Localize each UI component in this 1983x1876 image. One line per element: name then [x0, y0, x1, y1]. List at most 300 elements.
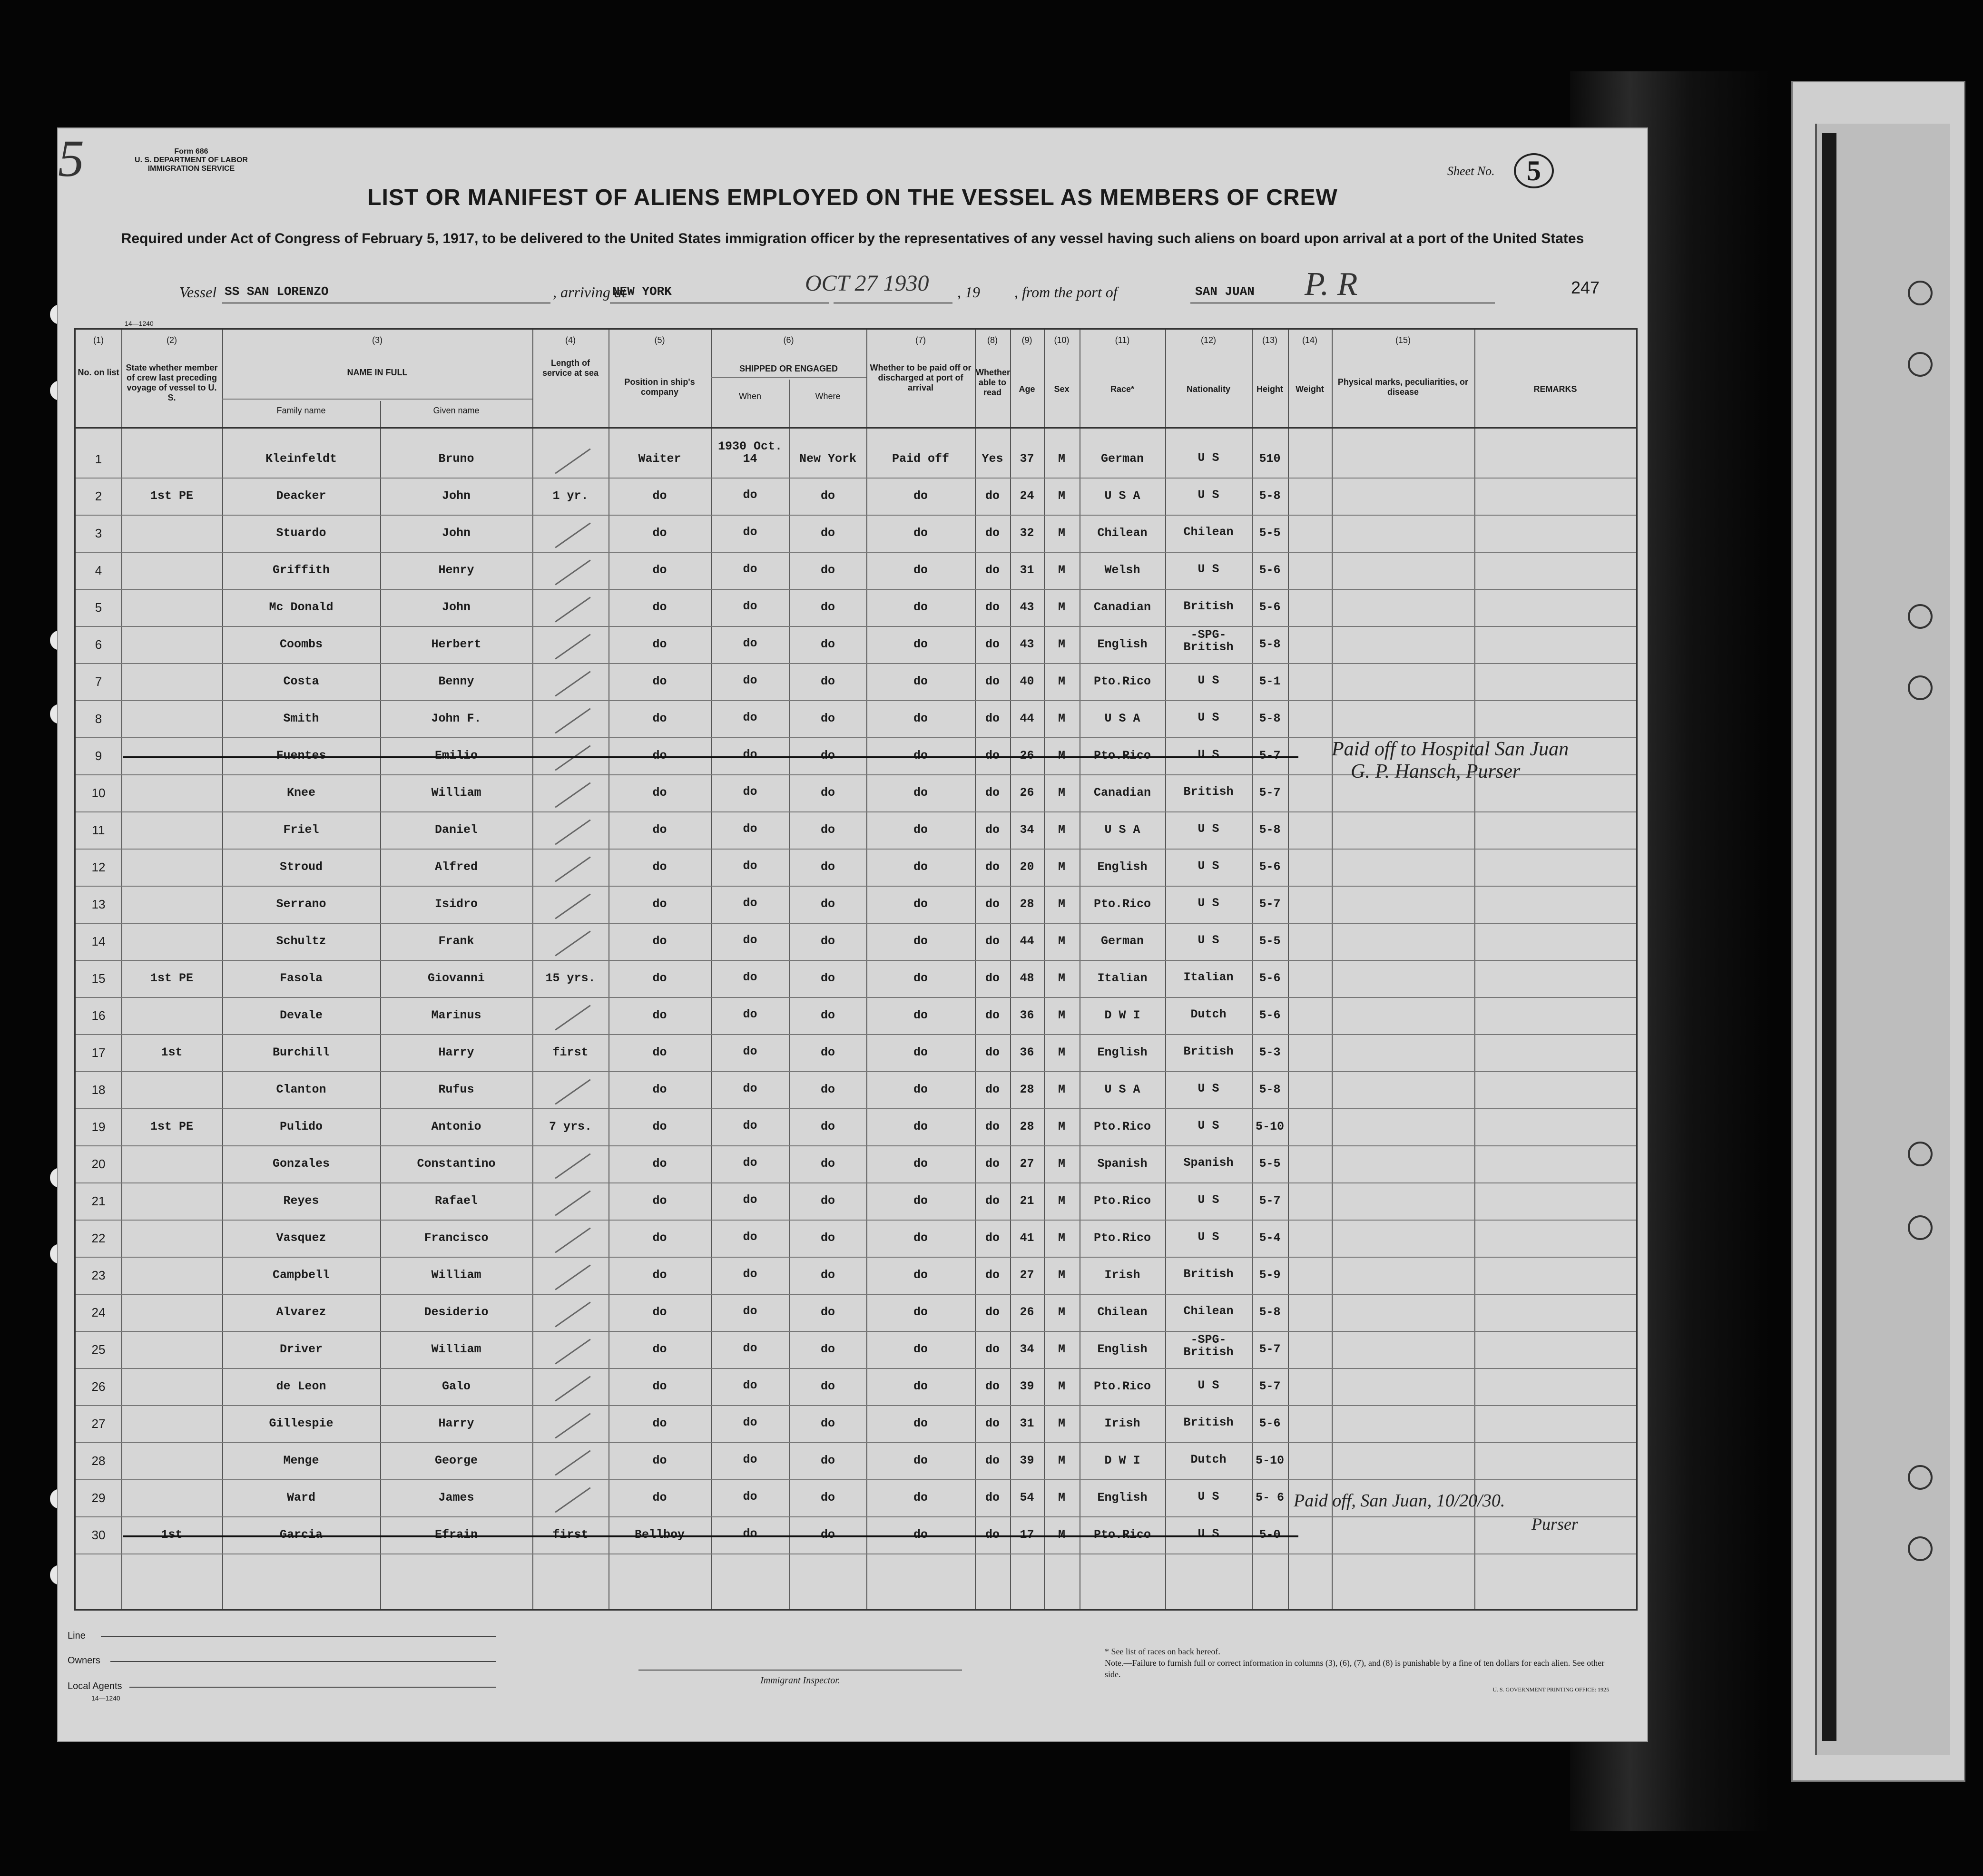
cell-prev: 1st — [161, 1045, 183, 1059]
cell-prev: 1st PE — [150, 971, 193, 985]
when-header: When — [738, 391, 762, 401]
col9-number: (9) — [1021, 335, 1032, 345]
cell-family: Driver — [279, 1342, 323, 1356]
cell-given: Alfred — [434, 860, 478, 874]
cell-read: do — [985, 1008, 1000, 1022]
vessel-underline — [222, 285, 550, 303]
check-mark — [555, 708, 590, 733]
cell-given: Herbert — [431, 637, 481, 651]
cell-read: do — [985, 1045, 1000, 1059]
from-port-handwritten: P. R — [1305, 266, 1358, 303]
cell-no: 14 — [91, 934, 106, 948]
remark-row30-line1: Paid off, San Juan, 10/20/30. — [1294, 1491, 1505, 1511]
row-divider — [76, 1405, 1636, 1406]
cell-nationality: U S — [1198, 896, 1219, 910]
col15-number: (15) — [1395, 335, 1411, 345]
page-title: LIST OR MANIFEST OF ALIENS EMPLOYED ON THE VESSEL AS MEMBERS OF CREW — [367, 185, 1338, 210]
cell-where: do — [820, 563, 835, 577]
check-mark — [555, 671, 590, 696]
cell-paid: do — [913, 1231, 928, 1245]
inspector-line — [638, 1670, 962, 1671]
remark-row30-line2: Purser — [1531, 1514, 1578, 1534]
cell-family: Pulido — [279, 1120, 323, 1133]
cell-race: Pto.Rico — [1093, 1379, 1151, 1393]
cell-height: 5-8 — [1259, 489, 1281, 503]
cell-family: Vasquez — [276, 1231, 326, 1245]
binder-hole — [1908, 281, 1933, 305]
cell-where: do — [820, 1008, 835, 1022]
cell-age: 31 — [1020, 1417, 1034, 1430]
cell-read: do — [985, 1305, 1000, 1319]
page-number: 247 — [1571, 278, 1600, 297]
cell-where: do — [820, 971, 835, 985]
cell-no: 9 — [95, 749, 102, 763]
row-divider — [76, 1368, 1636, 1369]
voyage-info — [58, 266, 1647, 308]
cell-paid: do — [913, 637, 928, 651]
cell-paid: do — [913, 489, 928, 503]
cell-given: John F. — [431, 712, 481, 725]
cell-read: do — [985, 823, 1000, 837]
cell-when: do — [743, 525, 757, 539]
cell-height: 5-6 — [1259, 600, 1281, 614]
cell-position: do — [652, 786, 667, 800]
cell-sex: M — [1058, 786, 1065, 800]
col4-number: (4) — [565, 335, 576, 345]
cell-sex: M — [1058, 860, 1065, 874]
cell-where: do — [820, 786, 835, 800]
col2-number: (2) — [167, 335, 177, 345]
check-mark — [555, 1153, 590, 1179]
cell-where: do — [820, 712, 835, 725]
cell-read: do — [985, 1379, 1000, 1393]
cell-family: Devale — [279, 1008, 323, 1022]
cell-race: Irish — [1104, 1268, 1140, 1282]
cell-race: English — [1097, 1342, 1148, 1356]
cell-age: 34 — [1020, 1342, 1034, 1356]
cell-height: 5-7 — [1259, 786, 1281, 800]
cell-race: D W I — [1104, 1454, 1140, 1467]
cell-given: Giovanni — [427, 971, 485, 985]
cell-family: Smith — [283, 712, 319, 725]
cell-height: 5-6 — [1259, 860, 1281, 874]
cell-sex: M — [1058, 1342, 1065, 1356]
cell-given: Frank — [438, 934, 474, 948]
cell-when: do — [743, 859, 757, 873]
arriving-underline — [610, 285, 829, 303]
row-divider — [76, 515, 1636, 516]
cell-given: Daniel — [434, 823, 478, 837]
cell-nationality: -SPG- British — [1183, 628, 1234, 654]
remark-row9-line2: G. P. Hansch, Purser — [1351, 761, 1521, 782]
owners-label: Owners — [68, 1655, 100, 1666]
cell-no: 11 — [92, 823, 105, 837]
cell-race: Pto.Rico — [1093, 749, 1151, 762]
cell-when: do — [743, 636, 757, 650]
cell-when: do — [743, 933, 757, 947]
cell-where: do — [820, 1231, 835, 1245]
cell-read: do — [985, 1417, 1000, 1430]
cell-no: 29 — [91, 1491, 106, 1505]
binder-spine — [1822, 133, 1836, 1741]
cell-given: Marinus — [431, 1008, 481, 1022]
cell-nationality: U S — [1198, 1193, 1219, 1207]
cell-position: do — [652, 1268, 667, 1282]
row-divider — [76, 1220, 1636, 1221]
row-divider — [76, 1257, 1636, 1258]
cell-when: do — [743, 1007, 757, 1021]
check-mark — [555, 1079, 590, 1104]
agents-code: 14—1240 — [91, 1694, 120, 1702]
cell-when: do — [743, 1082, 757, 1095]
col5-number: (5) — [654, 335, 665, 345]
cell-nationality: Spanish — [1183, 1156, 1234, 1170]
cell-nationality: U S — [1198, 1527, 1219, 1541]
cell-height: 5-8 — [1259, 637, 1281, 651]
cell-position: do — [652, 1491, 667, 1505]
cell-race: Pto.Rico — [1093, 1231, 1151, 1245]
cell-when: do — [743, 1341, 757, 1355]
col6-header: SHIPPED OR ENGAGED — [739, 364, 838, 373]
cell-sex: M — [1058, 1268, 1065, 1282]
cell-family: Fuentes — [276, 749, 326, 762]
cell-given: Harry — [438, 1045, 474, 1059]
cell-read: do — [985, 712, 1000, 725]
cell-where: do — [820, 1194, 835, 1208]
cell-paid: do — [913, 786, 928, 800]
cell-paid: do — [913, 897, 928, 911]
cell-age: 28 — [1020, 1083, 1034, 1096]
cell-when: do — [743, 785, 757, 799]
cell-nationality: U S — [1198, 451, 1219, 465]
col12-number: (12) — [1200, 335, 1216, 345]
cell-no: 16 — [91, 1008, 106, 1023]
cell-position: do — [652, 712, 667, 725]
cell-race: Chilean — [1097, 1305, 1148, 1319]
cell-service: first — [552, 1528, 589, 1542]
cell-where: do — [820, 674, 835, 688]
cell-family: Costa — [283, 674, 319, 688]
cell-race: German — [1100, 934, 1144, 948]
cell-position: do — [652, 823, 667, 837]
sheet-label: Sheet No. — [1447, 164, 1495, 178]
cell-family: Fasola — [279, 971, 323, 985]
cell-service: 1 yr. — [552, 489, 589, 503]
cell-when: do — [743, 711, 757, 724]
row-divider — [76, 960, 1636, 961]
cell-no: 10 — [91, 786, 106, 800]
cell-no: 23 — [91, 1268, 106, 1282]
remarks-header: REMARKS — [1533, 384, 1577, 394]
check-mark — [555, 930, 590, 956]
cell-where: do — [820, 1454, 835, 1467]
cell-age: 24 — [1020, 489, 1034, 503]
binder-hole — [1908, 352, 1933, 377]
cell-height: 5-3 — [1259, 1045, 1281, 1059]
cell-nationality: Dutch — [1190, 1007, 1227, 1021]
cell-where: do — [820, 860, 835, 874]
cell-where: do — [820, 1491, 835, 1505]
cell-age: 44 — [1020, 712, 1034, 725]
cell-paid: do — [913, 1008, 928, 1022]
cell-when: do — [743, 1453, 757, 1466]
cell-age: 44 — [1020, 934, 1034, 948]
check-mark — [555, 1339, 590, 1364]
cell-read: Yes — [982, 452, 1003, 466]
cell-when: do — [743, 674, 757, 687]
cell-age: 41 — [1020, 1231, 1034, 1245]
cell-position: do — [652, 1342, 667, 1356]
col12-header: Nationality — [1186, 384, 1230, 394]
cell-read: do — [985, 971, 1000, 985]
cell-no: 5 — [95, 600, 102, 615]
row-divider — [76, 886, 1636, 887]
cell-family: Kleinfeldt — [265, 452, 337, 466]
cell-age: 54 — [1020, 1491, 1034, 1505]
row-divider — [76, 552, 1636, 553]
cell-given: James — [438, 1491, 474, 1505]
cell-read: do — [985, 1491, 1000, 1505]
cell-read: do — [985, 1194, 1000, 1208]
cell-sex: M — [1058, 563, 1065, 577]
check-mark — [555, 1487, 590, 1513]
vessel-name: SS SAN LORENZO — [225, 284, 329, 299]
cell-sex: M — [1058, 1417, 1065, 1430]
cell-no: 19 — [91, 1120, 106, 1134]
cell-prev: 1st PE — [150, 489, 193, 503]
cell-where: do — [820, 1120, 835, 1133]
cell-paid: do — [913, 1268, 928, 1282]
cell-when: do — [743, 1416, 757, 1429]
cell-age: 32 — [1020, 526, 1034, 540]
cell-age: 17 — [1020, 1528, 1034, 1542]
department-name: U. S. DEPARTMENT OF LABOR — [135, 156, 248, 164]
cell-family: Alvarez — [276, 1305, 326, 1319]
cell-position: do — [652, 897, 667, 911]
col9-header: Age — [1019, 384, 1035, 394]
cell-given: William — [431, 1342, 481, 1356]
year-label: , 19 — [957, 283, 980, 301]
agents-field — [129, 1687, 496, 1688]
row-divider — [76, 849, 1636, 850]
cell-paid: do — [913, 712, 928, 725]
cell-position: Waiter — [638, 452, 681, 466]
cell-read: do — [985, 1231, 1000, 1245]
cell-where: do — [820, 1379, 835, 1393]
cell-paid: do — [913, 563, 928, 577]
cell-age: 20 — [1020, 860, 1034, 874]
cell-position: Bellboy — [634, 1528, 685, 1542]
cell-no: 25 — [91, 1342, 106, 1357]
check-mark — [555, 1376, 590, 1401]
cell-read: do — [985, 1268, 1000, 1282]
cell-nationality: -SPG- British — [1183, 1333, 1234, 1359]
col11-header: Race* — [1110, 384, 1135, 394]
row-divider — [76, 1294, 1636, 1295]
cell-position: do — [652, 1120, 667, 1133]
row-divider — [76, 663, 1636, 664]
cell-where: do — [820, 1157, 835, 1171]
cell-where: do — [820, 749, 835, 762]
col8-number: (8) — [987, 335, 998, 345]
cell-family: Campbell — [272, 1268, 330, 1282]
col6-number: (6) — [783, 335, 794, 345]
cell-no: 18 — [91, 1083, 106, 1097]
cell-paid: do — [913, 1083, 928, 1096]
cell-position: do — [652, 1083, 667, 1096]
strike-through-line — [123, 756, 1298, 758]
cell-given: Francisco — [424, 1231, 489, 1245]
cell-nationality: U S — [1198, 488, 1219, 502]
cell-family: Burchill — [272, 1045, 330, 1059]
cell-no: 1 — [95, 452, 102, 466]
arrival-date: OCT 27 1930 — [805, 271, 929, 296]
from-port-underline — [1190, 285, 1495, 303]
cell-family: Gillespie — [269, 1417, 334, 1430]
cell-family: Stroud — [279, 860, 323, 874]
cell-family: Ward — [286, 1491, 315, 1505]
cell-position: do — [652, 1417, 667, 1430]
cell-when: do — [743, 1304, 757, 1318]
cell-age: 28 — [1020, 1120, 1034, 1133]
cell-paid: do — [913, 1120, 928, 1133]
cell-family: Stuardo — [276, 526, 326, 540]
check-mark — [555, 819, 590, 845]
cell-race: U S A — [1104, 489, 1140, 503]
cell-nationality: Dutch — [1190, 1453, 1227, 1466]
cell-age: 48 — [1020, 971, 1034, 985]
cell-height: 5-7 — [1259, 1342, 1281, 1356]
footnote-races: * See list of races on back hereof. — [1105, 1647, 1220, 1656]
cell-sex: M — [1058, 1379, 1065, 1393]
cell-position: do — [652, 1008, 667, 1022]
row-divider — [76, 923, 1636, 924]
cell-race: Pto.Rico — [1093, 897, 1151, 911]
cell-nationality: British — [1183, 1045, 1234, 1058]
row-divider — [76, 700, 1636, 701]
row-divider — [76, 1145, 1636, 1146]
cell-height: 5-8 — [1259, 1305, 1281, 1319]
cell-height: 5-6 — [1259, 563, 1281, 577]
cell-nationality: U S — [1198, 859, 1219, 873]
cell-family: Coombs — [279, 637, 323, 651]
cell-height: 5-0 — [1259, 1528, 1281, 1542]
cell-when: do — [743, 822, 757, 836]
sheet-number: 5 — [1514, 153, 1554, 188]
cell-given: Constantino — [417, 1157, 496, 1171]
cell-no: 26 — [91, 1379, 106, 1394]
cell-family: Serrano — [276, 897, 326, 911]
cell-where: do — [820, 1268, 835, 1282]
cell-age: 39 — [1020, 1379, 1034, 1393]
cell-when: do — [743, 1156, 757, 1170]
cell-where: do — [820, 1342, 835, 1356]
cell-sex: M — [1058, 1045, 1065, 1059]
from-port-label: , from the port of — [1014, 283, 1118, 301]
cell-when: do — [743, 1527, 757, 1541]
cell-read: do — [985, 674, 1000, 688]
cell-age: 26 — [1020, 1305, 1034, 1319]
cell-read: do — [985, 1083, 1000, 1096]
cell-sex: M — [1058, 1231, 1065, 1245]
cell-given: William — [431, 786, 481, 800]
cell-given: John — [442, 489, 471, 503]
cell-when: do — [743, 1267, 757, 1281]
cell-race: Pto.Rico — [1093, 1194, 1151, 1208]
cell-family: de Leon — [276, 1379, 326, 1393]
cell-race: Irish — [1104, 1417, 1140, 1430]
check-mark — [555, 1227, 590, 1253]
cell-age: 36 — [1020, 1045, 1034, 1059]
cell-no: 28 — [91, 1454, 106, 1468]
cell-family: Deacker — [276, 489, 326, 503]
check-mark — [555, 782, 590, 808]
check-mark — [555, 559, 590, 585]
cell-sex: M — [1058, 1120, 1065, 1133]
cell-paid: do — [913, 674, 928, 688]
check-mark — [555, 856, 590, 882]
cell-age: 27 — [1020, 1268, 1034, 1282]
cell-where: do — [820, 1045, 835, 1059]
cell-family: Gonzales — [272, 1157, 330, 1171]
cell-given: Isidro — [434, 897, 478, 911]
cell-read: do — [985, 489, 1000, 503]
cell-service: first — [552, 1045, 589, 1059]
cell-no: 4 — [95, 563, 102, 577]
cell-position: do — [652, 1045, 667, 1059]
cell-race: English — [1097, 1045, 1148, 1059]
cell-family: Griffith — [272, 563, 330, 577]
row-divider — [76, 1516, 1636, 1517]
row-divider — [76, 811, 1636, 812]
cell-paid: do — [913, 1491, 928, 1505]
cell-height: 5-6 — [1259, 971, 1281, 985]
cell-position: do — [652, 637, 667, 651]
arriving-port: NEW YORK — [612, 284, 672, 299]
cell-height: 5-8 — [1259, 823, 1281, 837]
cell-paid: do — [913, 860, 928, 874]
cell-age: 31 — [1020, 563, 1034, 577]
cell-family: Garcia — [279, 1528, 323, 1542]
cell-where: do — [820, 1528, 835, 1542]
cell-nationality: U S — [1198, 933, 1219, 947]
vessel-label: Vessel — [179, 283, 217, 301]
cell-no: 30 — [91, 1528, 106, 1542]
cell-where: do — [820, 1305, 835, 1319]
cell-race: Chilean — [1097, 526, 1148, 540]
cell-age: 28 — [1020, 897, 1034, 911]
cell-sex: M — [1058, 934, 1065, 948]
cell-race: English — [1097, 860, 1148, 874]
cell-position: do — [652, 934, 667, 948]
cell-nationality: British — [1183, 785, 1234, 799]
cell-no: 22 — [91, 1231, 106, 1245]
cell-sex: M — [1058, 1305, 1065, 1319]
cell-race: Canadian — [1093, 786, 1151, 800]
cell-sex: M — [1058, 1528, 1065, 1542]
cell-race: D W I — [1104, 1008, 1140, 1022]
check-mark — [555, 634, 590, 659]
cell-where: New York — [799, 452, 857, 466]
col8-header: Whether able to read — [976, 368, 1010, 397]
cell-sex: M — [1058, 823, 1065, 837]
cell-when: do — [743, 1230, 757, 1244]
cell-race: Canadian — [1093, 600, 1151, 614]
given-name-header: Given name — [433, 406, 480, 415]
cell-family: Reyes — [283, 1194, 319, 1208]
cell-nationality: U S — [1198, 1119, 1219, 1133]
cell-sex: M — [1058, 749, 1065, 762]
